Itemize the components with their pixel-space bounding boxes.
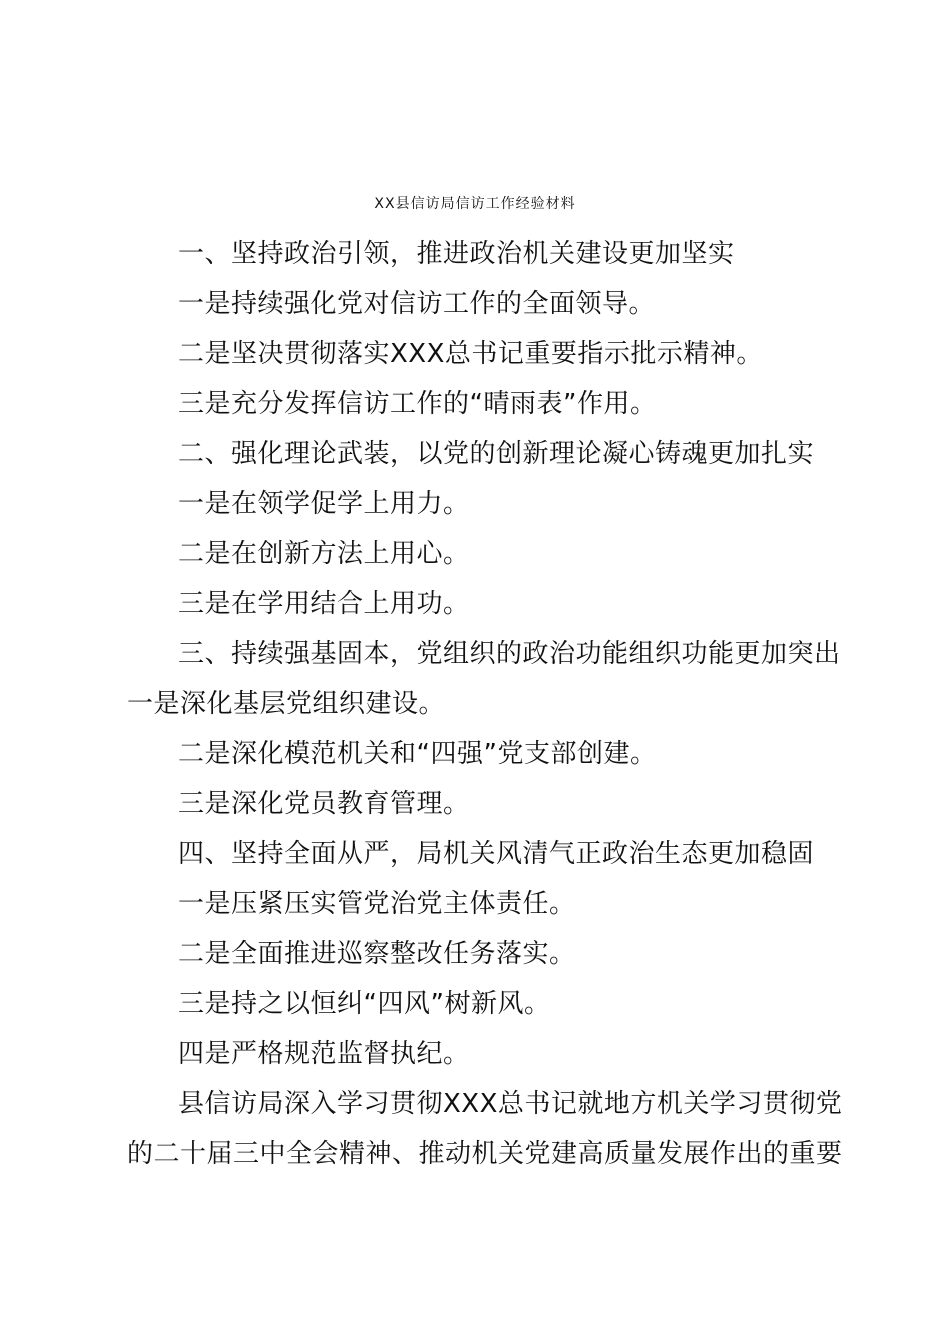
paragraph-line: 一是在领学促学上用力。 [178, 489, 470, 519]
paragraph-line: 三是持之以恒纠“四风”树新风。 [178, 989, 551, 1019]
paragraph-line: 二是深化模范机关和“四强”党支部创建。 [178, 739, 657, 769]
paragraph-line: 四是严格规范监督执纪。 [178, 1039, 470, 1069]
section-heading-1: 一、坚持政治引领，推进政治机关建设更加坚实 [178, 239, 735, 269]
section-heading-2: 二、强化理论武装，以党的创新理论凝心铸魂更加扎实 [178, 439, 815, 469]
paragraph-line: 的二十届三中全会精神、推动机关党建高质量发展作出的重要 [127, 1139, 843, 1169]
paragraph-line: 二是坚决贯彻落实XXX总书记重要指示批示精神。 [178, 339, 763, 369]
document-title: XX县信访局信访工作经验材料 [374, 196, 576, 212]
paragraph-line: 三是在学用结合上用功。 [178, 589, 470, 619]
paragraph-line: 三是充分发挥信访工作的“晴雨表”作用。 [178, 389, 657, 419]
section-heading-3: 三、持续强基固本，党组织的政治功能组织功能更加突出 [178, 639, 841, 669]
paragraph-line: 一是压紧压实管党治党主体责任。 [178, 889, 576, 919]
paragraph-line: 三是深化党员教育管理。 [178, 789, 470, 819]
paragraph-line: 县信访局深入学习贯彻XXX总书记就地方机关学习贯彻党 [178, 1089, 843, 1119]
section-heading-4: 四、坚持全面从严，局机关风清气正政治生态更加稳固 [178, 839, 815, 869]
paragraph-line: 二是全面推进巡察整改任务落实。 [178, 939, 576, 969]
paragraph-line: 二是在创新方法上用心。 [178, 539, 470, 569]
paragraph-line: 一是持续强化党对信访工作的全面领导。 [178, 289, 656, 319]
paragraph-line: 一是深化基层党组织建设。 [127, 689, 446, 719]
